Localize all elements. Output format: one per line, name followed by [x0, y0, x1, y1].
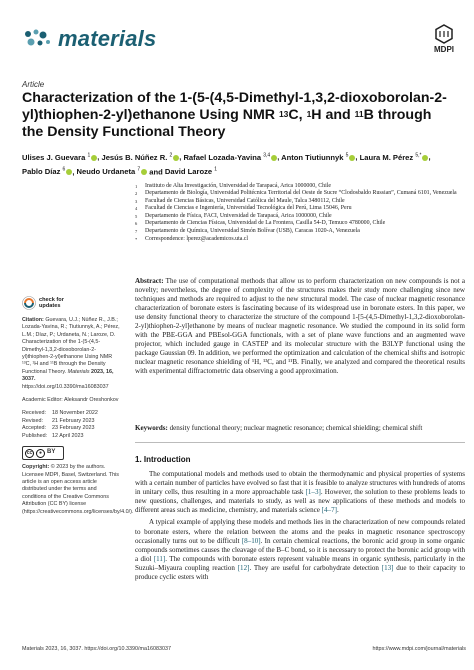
- date-accepted: Accepted: 23 February 2023: [22, 425, 95, 432]
- author[interactable]: Jesús B. Núñez R. $^2$: [101, 153, 179, 162]
- author[interactable]: Ulises J. Guevara $^1$: [22, 153, 97, 162]
- updates-line1: check for: [39, 297, 64, 303]
- author[interactable]: Neudo Urdaneta $^7$: [77, 167, 148, 176]
- citation-link[interactable]: [13]: [381, 563, 394, 572]
- affiliation: 1 Instituto de Alta Investigación, Universidad de Tarapacá, Arica 1000000, Chile: [135, 183, 331, 189]
- updates-line2: updates: [39, 303, 61, 309]
- author[interactable]: David Laroze $^1$: [164, 166, 218, 177]
- citation-link[interactable]: [11]: [153, 554, 166, 563]
- publisher-mark-icon: [434, 24, 454, 44]
- section-divider: [135, 442, 465, 443]
- citation-ref: 2023, 16, 3037.: [22, 368, 114, 383]
- keywords-label: Keywords:: [135, 424, 168, 432]
- journal-name: materials: [58, 26, 157, 51]
- article-title: Characterization of the 1-(5-(4,5-Dimethyl-1,3,2-dioxoborolan-2-yl)thiophen-2-yl)ethanone Using NMR $^{13}$C, $^1$H and $^{11}$B through the Density Functional Theory: [22, 90, 447, 140]
- journal-logo: [22, 26, 156, 52]
- section-title: 1. Introduction: [135, 455, 191, 464]
- page-footer: [22, 646, 466, 652]
- affiliations: [135, 183, 465, 244]
- abstract-text: The use of computational methods that allow us to perform characterization on new compounds is not a novelty; nevertheless, the degree of complexity of the structures makes their study more challenging since new techniques and methods are required to adjust to the new structural model. The case of nuclear magnetic resonance characterization of boronate esters is fascinating because of its widespread use in boronate esters. In this paper, we use density functional theory to characterize the structure of the compound 1-[5-(4,5-Dimethyl-1,3,2-dioxoborolan-2-yl)thiophen-2-yl]ethanone by means of nuclear magnetic resonance. We studied the compound in its solid form with the PBE-GGA and PBEsol-GGA functionals, with a set of plane wave functions and an augmented wave projector, which included gauge in CASTEP and its molecular structure with the B3LYP functional using the package Gaussian 09. In addition, we performed the optimization and calculation of the chemical shifts and isotropic nuclear magnetic resonance shielding of ¹H, ¹³C, and ¹¹B. Finally, we analyzed and compared the theoretical results with experimental diffractometric data observing a good approximation.: [135, 277, 465, 376]
- citation-block: [22, 317, 122, 391]
- citation-journal: Materials: [67, 368, 90, 375]
- author[interactable]: Pablo Díaz $^6$: [22, 167, 72, 176]
- date-received: Received: 18 November 2022: [22, 410, 98, 417]
- publisher-logo: [434, 24, 454, 54]
- orcid-icon[interactable]: [91, 155, 97, 161]
- keywords-text: density functional theory; nuclear magnetic resonance; chemical shielding; chemical shift: [169, 424, 423, 432]
- orcid-icon[interactable]: [349, 155, 355, 161]
- keywords: [135, 424, 465, 433]
- academic-editor: Academic Editor: Aleksandr Oreshonkov: [22, 397, 119, 404]
- orcid-icon[interactable]: [173, 155, 179, 161]
- affiliation: 2 Departamento de Biología, Universidad Politécnica Territorial del Oeste de Sucre “Clodosbaldo Russian”, Cumaná 6101, Venezuela: [135, 190, 457, 197]
- citation-link[interactable]: [1–3]: [305, 488, 321, 497]
- author[interactable]: Anton Tiutiunnyk $^5$: [281, 153, 355, 162]
- abstract: [135, 277, 465, 377]
- citation-link[interactable]: [12]: [237, 563, 250, 572]
- citation-text: Guevara, U.J.; Núñez R., J.B.; Lozada-Yavina, R.; Tiutiunnyk, A.; Pérez, L.M.; Díaz, P.; Urdaneta, N.; Laroze, D. Characterization of the 1-(5-(4,5-Dimethyl-1,3,2-dioxoborolan-2-yl)thiophen-2-yl)ethanone Using NMR ¹³C, ¹H and ¹¹B through the Density Functional Theory.: [22, 317, 120, 375]
- history-dates: [22, 410, 122, 440]
- citation-link[interactable]: [4–7]: [321, 506, 337, 515]
- orcid-icon[interactable]: [271, 155, 277, 161]
- affiliation: 5 Departamento de Física, FACI, Universidad de Tarapacá, Arica 1000000, Chile: [135, 212, 332, 219]
- check-for-updates-badge[interactable]: [22, 296, 122, 310]
- copyright-notice: Copyright: © 2023 by the authors. Licensee MDPI, Basel, Switzerland. This article is an open access article distributed under the terms and conditions of the Creative Commons Attribution (CC BY) license (https://creativecommons.org/licenses/by/4.0/).: [22, 464, 134, 515]
- abstract-label: Abstract:: [135, 277, 164, 285]
- introduction-body: [135, 470, 465, 585]
- orcid-icon[interactable]: [66, 169, 72, 175]
- affiliation: 7 Departamento de Química, Universidad Simón Bolívar (USB), Caracas 1020-A, Venezuela: [135, 227, 360, 234]
- affiliation: 4 Facultad de Ciencias e Ingeniería, Universidad Tecnológica del Perú, Lima 15046, Peru: [135, 205, 352, 212]
- affiliation: 6 Departamento de Ciencias Físicas, Universidad de La Frontera, Casilla 54-D, Temuco 4780000, Chile: [135, 220, 386, 227]
- publisher-name: MDPI: [434, 45, 454, 54]
- citation-label: Citation:: [22, 317, 44, 323]
- author[interactable]: Laura M. Pérez $^{5,*}$: [360, 153, 429, 162]
- orcid-icon[interactable]: [141, 169, 147, 175]
- article-info-sidebar: [22, 296, 134, 522]
- author[interactable]: Rafael Lozada-Yavina $^{3,4}$: [183, 153, 277, 162]
- paragraph: The computational models and methods used to obtain the thermodynamic and physical properties of systems with a certain number of particles have evolved so fast that it is feasible to analyze structures with hundreds of atoms in unitary cells, thus resulting in a more approachable task [1–3]. However, the solution to these problems leads to new questions, challenges, and materials to study, as well as new applications of these methods and models to different areas such as medicine, chemistry, and materials science [4–7].: [135, 470, 465, 515]
- journal-mark-icon: [22, 28, 52, 50]
- citation-doi-link[interactable]: https://doi.org/10.3390/ma16083037: [22, 383, 109, 390]
- date-published: Published: 12 April 2023: [22, 432, 84, 439]
- cc-by-license-icon[interactable]: cc ● BY: [22, 446, 64, 460]
- date-revised: Revised: 21 February 2023: [22, 417, 95, 424]
- orcid-icon[interactable]: [422, 155, 428, 161]
- paragraph: A typical example of applying these models and methods lies in the characterization of new compounds related to boronate esters, where the relation between the atoms and the peaks in magnetic resonance spectroscopy occasionally turns out to be difficult [8–10]. In certain chemical reactions, the boronic acid group in some organic compounds sometimes causes the cleavage of the B–C bond, so it is necessary to protect the boronic acid group with a diol [11]. The compounds with boronate esters represent valuable means in organic synthesis, particularly in the Suzuki–Miyaura coupling reaction [12]. They are useful for carbohydrate detection [13] due to their capacity to produce cyclic esters with: [135, 518, 465, 582]
- affiliation: 3 Facultad de Ciencias Básicas, Universidad Católica del Maule, Talca 3480112, Chile: [135, 197, 345, 204]
- by-person-icon: ●: [36, 449, 45, 458]
- author-list: Ulises J. Guevara $^1$ , Jesús B. Núñez R. $^2$ , Rafael Lozada-Yavina $^{3,4}$ , Anton Tiutiunnyk $^5$ , Laura M. Pérez $^{5,*}$ , Pablo Díaz $^6$ , Neudo Urdaneta $^7$ and David Laroze $^1$: [22, 152, 431, 177]
- footer-citation[interactable]: Materials 2023, 16, 3037. https://doi.org/10.3390/ma16083037: [22, 646, 171, 652]
- correspondence[interactable]: * Correspondence: lperez@academicos.uta.cl: [135, 236, 249, 243]
- footer-journal-url[interactable]: https://www.mdpi.com/journal/materials: [372, 646, 466, 652]
- article-type: Article: [22, 80, 45, 89]
- citation-link[interactable]: [8–10]: [241, 536, 261, 545]
- check-updates-icon: [22, 296, 36, 310]
